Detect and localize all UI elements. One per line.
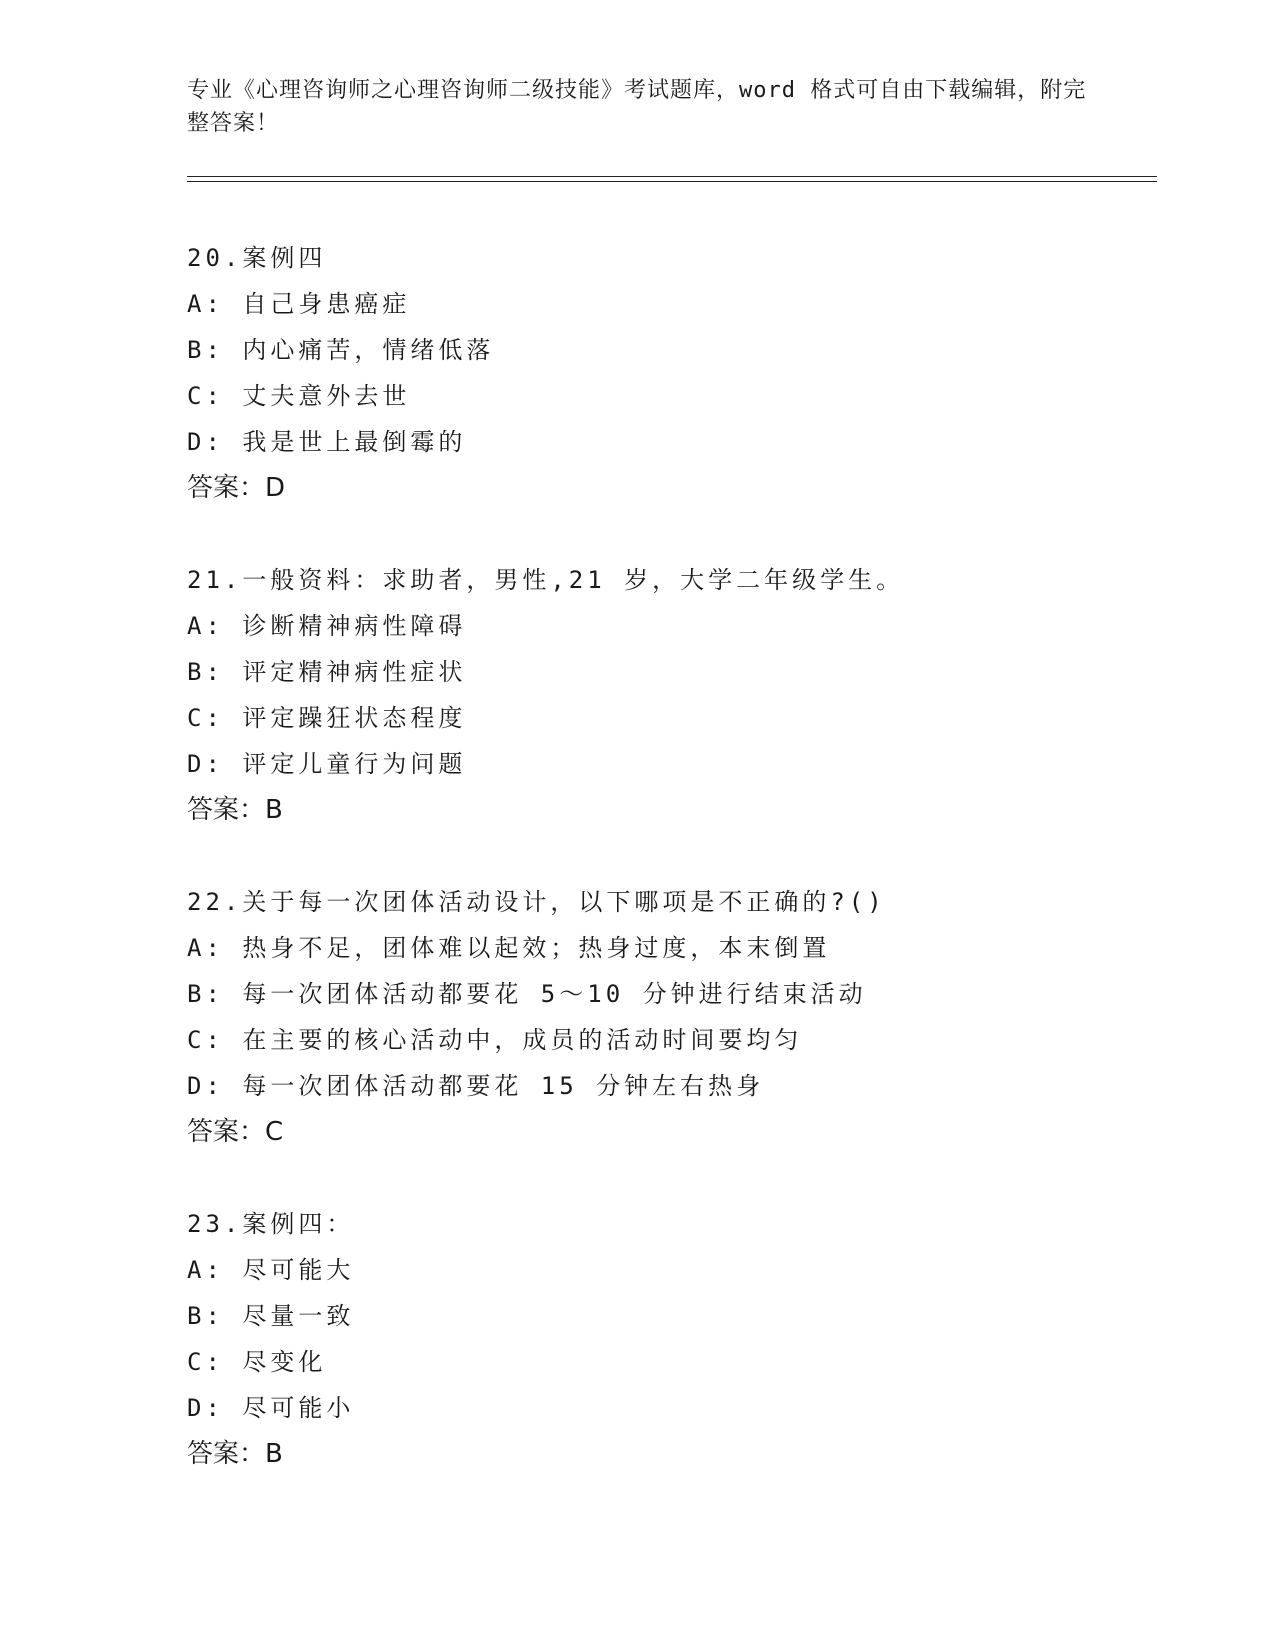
question-21 [187,557,1167,833]
answer-line: 答案：C [187,1117,284,1147]
option-b: B: 每一次团体活动都要花 5～10 分钟进行结束活动 [187,980,867,1008]
option-d: D: 我是世上最倒霉的 [187,428,467,456]
question-stem: 20.案例四 [187,244,327,272]
option-b: B: 评定精神病性症状 [187,658,467,686]
option-a: A: 尽可能大 [187,1256,355,1284]
option-c: C: 在主要的核心活动中，成员的活动时间要均匀 [187,1026,803,1054]
question-stem: 23.案例四： [187,1210,355,1238]
option-b: B: 内心痛苦，情绪低落 [187,336,495,364]
question-23 [187,1201,1167,1477]
option-d: D: 每一次团体活动都要花 15 分钟左右热身 [187,1072,765,1100]
header-divider-bottom [187,181,1157,182]
question-stem: 21.一般资料：求助者，男性,21 岁，大学二年级学生。 [187,566,905,594]
answer-line: 答案：B [187,1439,283,1469]
question-20 [187,235,1167,511]
option-c: C: 尽变化 [187,1348,327,1376]
answer-line: 答案：D [187,473,286,503]
option-a: A: 热身不足，团体难以起效；热身过度，本末倒置 [187,934,831,962]
option-c: C: 丈夫意外去世 [187,382,411,410]
option-b: B: 尽量一致 [187,1302,355,1330]
document-header: 专业《心理咨询师之心理咨询师二级技能》考试题库，word 格式可自由下载编辑，附完整答案！ [187,78,1087,136]
option-a: A: 诊断精神病性障碍 [187,612,467,640]
option-d: D: 尽可能小 [187,1394,355,1422]
option-d: D: 评定儿童行为问题 [187,750,467,778]
answer-line: 答案：B [187,795,283,825]
option-a: A: 自己身患癌症 [187,290,411,318]
header-divider-top [187,176,1157,177]
question-stem: 22.关于每一次团体活动设计，以下哪项是不正确的?() [187,888,886,916]
question-list [187,235,1167,1523]
question-22 [187,879,1167,1155]
option-c: C: 评定躁狂状态程度 [187,704,467,732]
